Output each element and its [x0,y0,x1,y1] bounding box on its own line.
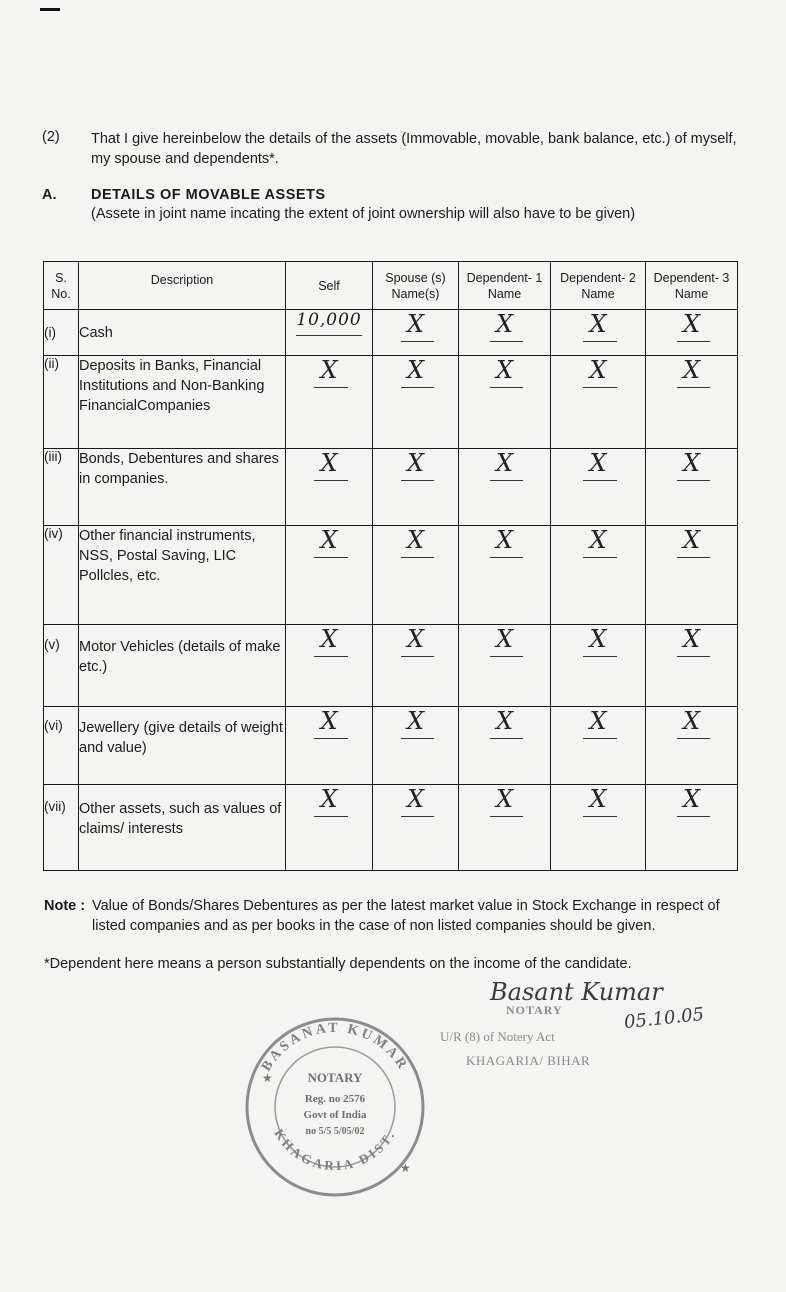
seal-date-line: no 5/5 5/05/02 [305,1126,365,1137]
cell-dependent-2 [551,707,646,785]
cell-spouse [373,707,459,785]
seal-reg-line: Reg. no 2576 [304,1093,366,1105]
cell-dependent-3 [646,707,738,785]
note-label: Note : [44,898,86,914]
row-description: Other assets, such as values of claims/ interests [79,785,286,871]
table-row [44,526,738,625]
section-title: DETAILS OF MOVABLE ASSETS [91,187,326,203]
cross-mark: X [320,707,338,735]
row-sno: (iv) [44,526,79,625]
cross-mark: X [682,526,701,554]
cell-self [286,449,373,526]
cell-dependent-3 [646,449,738,526]
cell-dependent-2 [551,785,646,871]
cell-dependent-3 [646,356,738,449]
cell-dependent-2 [551,526,646,625]
table-row [44,356,738,449]
cell-spouse [373,625,459,707]
seal-star-icon: ★ [400,1161,411,1175]
cross-mark: X [495,310,514,338]
header-sno: S. No. [44,262,79,310]
cross-mark: X [495,356,514,384]
cross-mark: X [406,625,425,653]
cell-self [286,707,373,785]
notary-signature: Basant Kumar [490,978,663,1006]
cell-spouse [373,310,459,356]
cell-dependent-2 [551,625,646,707]
header-dependent-3: Dependent- 3 Name [646,262,738,310]
cell-dependent-2 [551,356,646,449]
table-header-row [44,262,738,310]
cross-mark: X [589,707,607,735]
cross-mark: X [682,310,701,338]
row-description: Cash [79,310,286,356]
cell-dependent-3 [646,526,738,625]
header-description: Description [79,262,286,310]
cell-dependent-1 [459,526,551,625]
cross-mark: X [589,449,607,477]
table-row [44,449,738,526]
cross-mark: X [589,625,607,653]
cell-self [286,526,373,625]
notary-act-line: U/R (8) of Notery Act [440,1029,555,1044]
cell-dependent-3 [646,310,738,356]
cell-self [286,785,373,871]
cell-dependent-1 [459,356,551,449]
cell-spouse [373,526,459,625]
header-spouse: Spouse (s) Name(s) [373,262,459,310]
cross-mark: X [406,449,425,477]
cell-spouse [373,449,459,526]
movable-assets-table [43,261,738,871]
seal-govt-line: Govt of India [303,1109,367,1121]
cross-mark: X [495,707,514,735]
signature-date: 05.10.05 [623,1003,706,1034]
notary-stamp-text: NOTARY [506,1003,563,1017]
cross-mark: X [495,526,514,554]
cross-mark: X [495,449,514,477]
cell-spouse [373,785,459,871]
cell-dependent-2 [551,449,646,526]
cell-self [286,625,373,707]
cross-mark: X [406,356,425,384]
table-row [44,625,738,707]
note-body: Value of Bonds/Shares Debentures as per the latest market value in Stock Exchange in respect of listed companies and as per books in the case of non listed companies should be given. [92,898,720,934]
cross-mark: X [589,310,607,338]
row-sno: (iii) [44,449,79,526]
cross-mark: X [406,785,425,813]
cell-dependent-1 [459,449,551,526]
cell-self [286,310,373,356]
cell-dependent-3 [646,625,738,707]
row-description: Bonds, Debentures and shares in companies. [79,449,286,526]
note-text [92,896,742,936]
cross-mark: X [682,449,701,477]
cross-mark: X [406,526,425,554]
cross-mark: X [682,356,701,384]
cross-mark: X [495,625,514,653]
table-row [44,707,738,785]
seal-bottom-text: KHAGARIA DIST. [271,1126,399,1174]
section-letter: A. [42,187,57,203]
cell-spouse [373,356,459,449]
notary-seal-stamp [240,1012,430,1202]
row-sno: (i) [44,310,79,356]
cross-mark: X [589,785,607,813]
row-sno: (vi) [44,707,79,785]
cross-mark: X [682,707,701,735]
seal-inner-title: NOTARY [307,1070,363,1085]
header-dependent-2: Dependent- 2 Name [551,262,646,310]
cell-dependent-1 [459,785,551,871]
cash-amount: 10,000 [296,310,362,330]
paragraph-text: That I give hereinbelow the details of the assets (Immovable, movable, bank balance, etc.) of myself, my spouse and dependents*. [91,131,737,167]
row-sno: (v) [44,625,79,707]
section-subtitle: (Assete in joint name incating the extent of joint ownership will also have to be given) [91,206,636,222]
cell-dependent-2 [551,310,646,356]
cross-mark: X [495,785,514,813]
cross-mark: X [320,625,338,653]
row-sno: (ii) [44,356,79,449]
cross-mark: X [589,526,607,554]
paragraph-number: (2) [42,129,60,145]
row-description: Other financial instruments, NSS, Postal Saving, LIC Pollcles, etc. [79,526,286,625]
cross-mark: X [682,625,701,653]
dependent-note: *Dependent here means a person substantially dependents on the income of the candidate. [44,956,632,972]
cell-dependent-1 [459,310,551,356]
header-dependent-1: Dependent- 1 Name [459,262,551,310]
cell-dependent-1 [459,707,551,785]
cross-mark: X [406,707,425,735]
table-row [44,785,738,871]
cross-mark: X [320,785,338,813]
table-row [44,310,738,356]
row-sno: (vii) [44,785,79,871]
row-description: Jewellery (give details of weight and value) [79,707,286,785]
cross-mark: X [406,310,425,338]
cross-mark: X [589,356,607,384]
cell-dependent-3 [646,785,738,871]
cell-dependent-1 [459,625,551,707]
header-self: Self [286,262,373,310]
row-description: Motor Vehicles (details of make etc.) [79,625,286,707]
cross-mark: X [682,785,701,813]
cell-self [286,356,373,449]
top-dash-mark [40,8,60,11]
notary-place: KHAGARIA/ BIHAR [466,1053,591,1068]
cross-mark: X [320,526,338,554]
cross-mark: X [320,356,338,384]
row-description: Deposits in Banks, Financial Institutions and Non-Banking FinancialCompanies [79,356,286,449]
seal-star-icon: ★ [262,1071,273,1085]
cross-mark: X [320,449,338,477]
seal-outer-text: BASANAT KUMAR [259,1020,411,1075]
